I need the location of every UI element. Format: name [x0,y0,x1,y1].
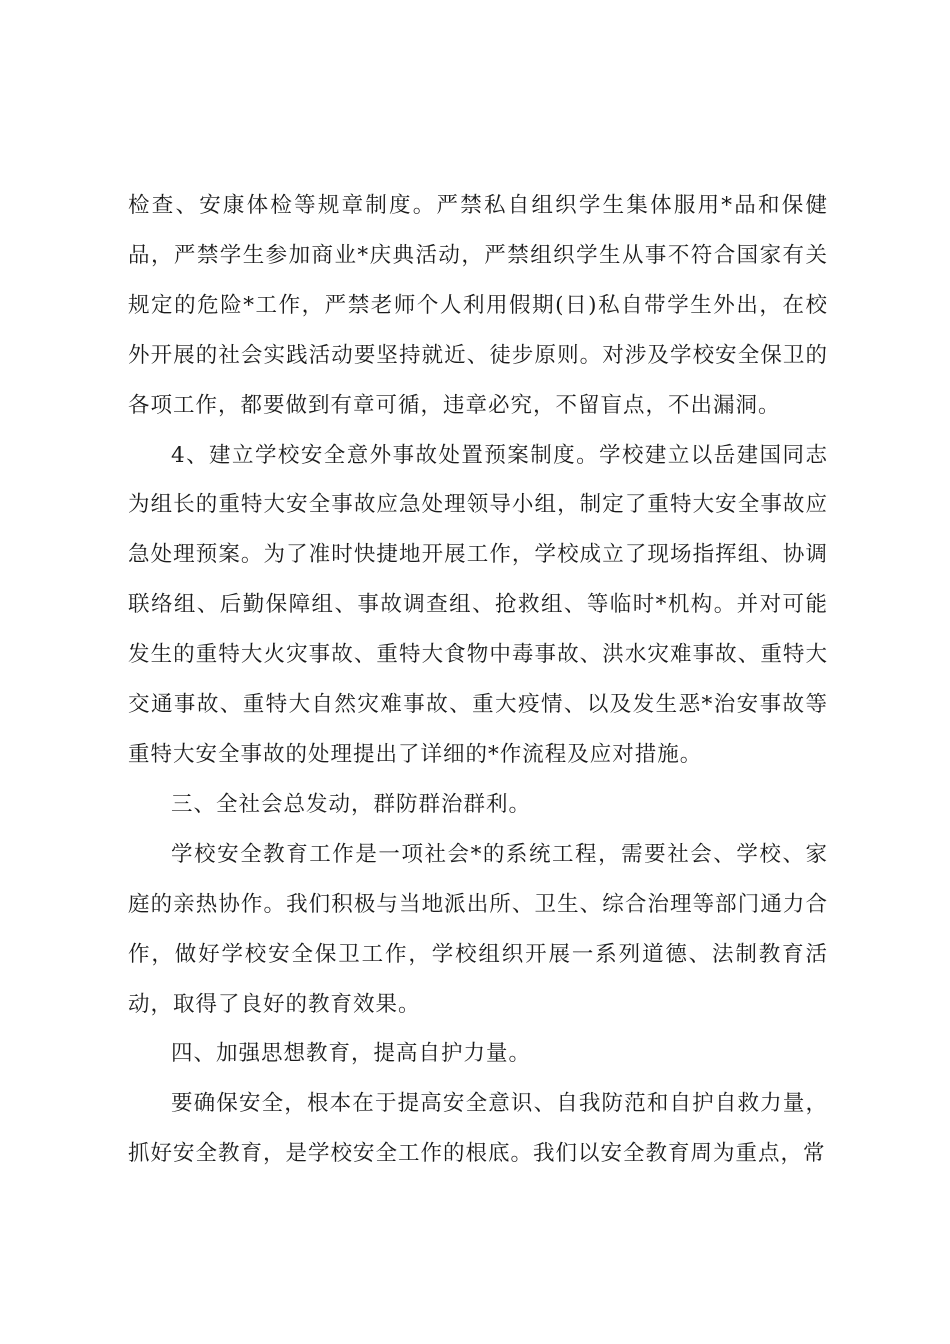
section-heading-4: 四、加强思想教育，提高自护力量。 [171,1041,532,1067]
section-heading-3: 三、全社会总发动，群防群治群利。 [171,791,532,817]
paragraph-safety-education: 要确保安全，根本在于提高安全意识、自我防范和自护自救力量，抓好安全教育，是学校安全工作的根底。我们以安全教育周为重点，常 [128,1091,828,1167]
paragraph-social-cooperation: 学校安全教育工作是一项社会*的系统工程，需要社会、学校、家庭的亲热协作。我们积极与当地派出所、卫生、综合治理等部门通力合作，做好学校安全保卫工作，学校组织开展一系列道德、法制教育活动，取得了良好的教育效果。 [128,841,828,1017]
paragraph-regulations-continued: 检查、安康体检等规章制度。严禁私自组织学生集体服用*品和保健品，严禁学生参加商业*庆典活动，严禁组织学生从事不符合国家有关规定的危险*工作，严禁老师个人利用假期(日)私自带学生外出，在校外开展的社会实践活动要坚持就近、徒步原则。对涉及学校安全保卫的各项工作，都要做到有章可循，违章必究，不留盲点，不出漏洞。 [128,193,828,418]
document-body [128,181,828,1179]
paragraph-emergency-plan: 4、建立学校安全意外事故处置预案制度。学校建立以岳建国同志为组长的重特大安全事故应急处理领导小组，制定了重特大安全事故应急处理预案。为了准时快捷地开展工作，学校成立了现场指挥组、协调联络组、后勤保障组、事故调查组、抢救组、等临时*机构。并对可能发生的重特大火灾事故、重特大食物中毒事故、洪水灾难事故、重特大交通事故、重特大自然灾难事故、重大疫情、以及发生恶*治安事故等重特大安全事故的处理提出了详细的*作流程及应对措施。 [128,442,828,767]
